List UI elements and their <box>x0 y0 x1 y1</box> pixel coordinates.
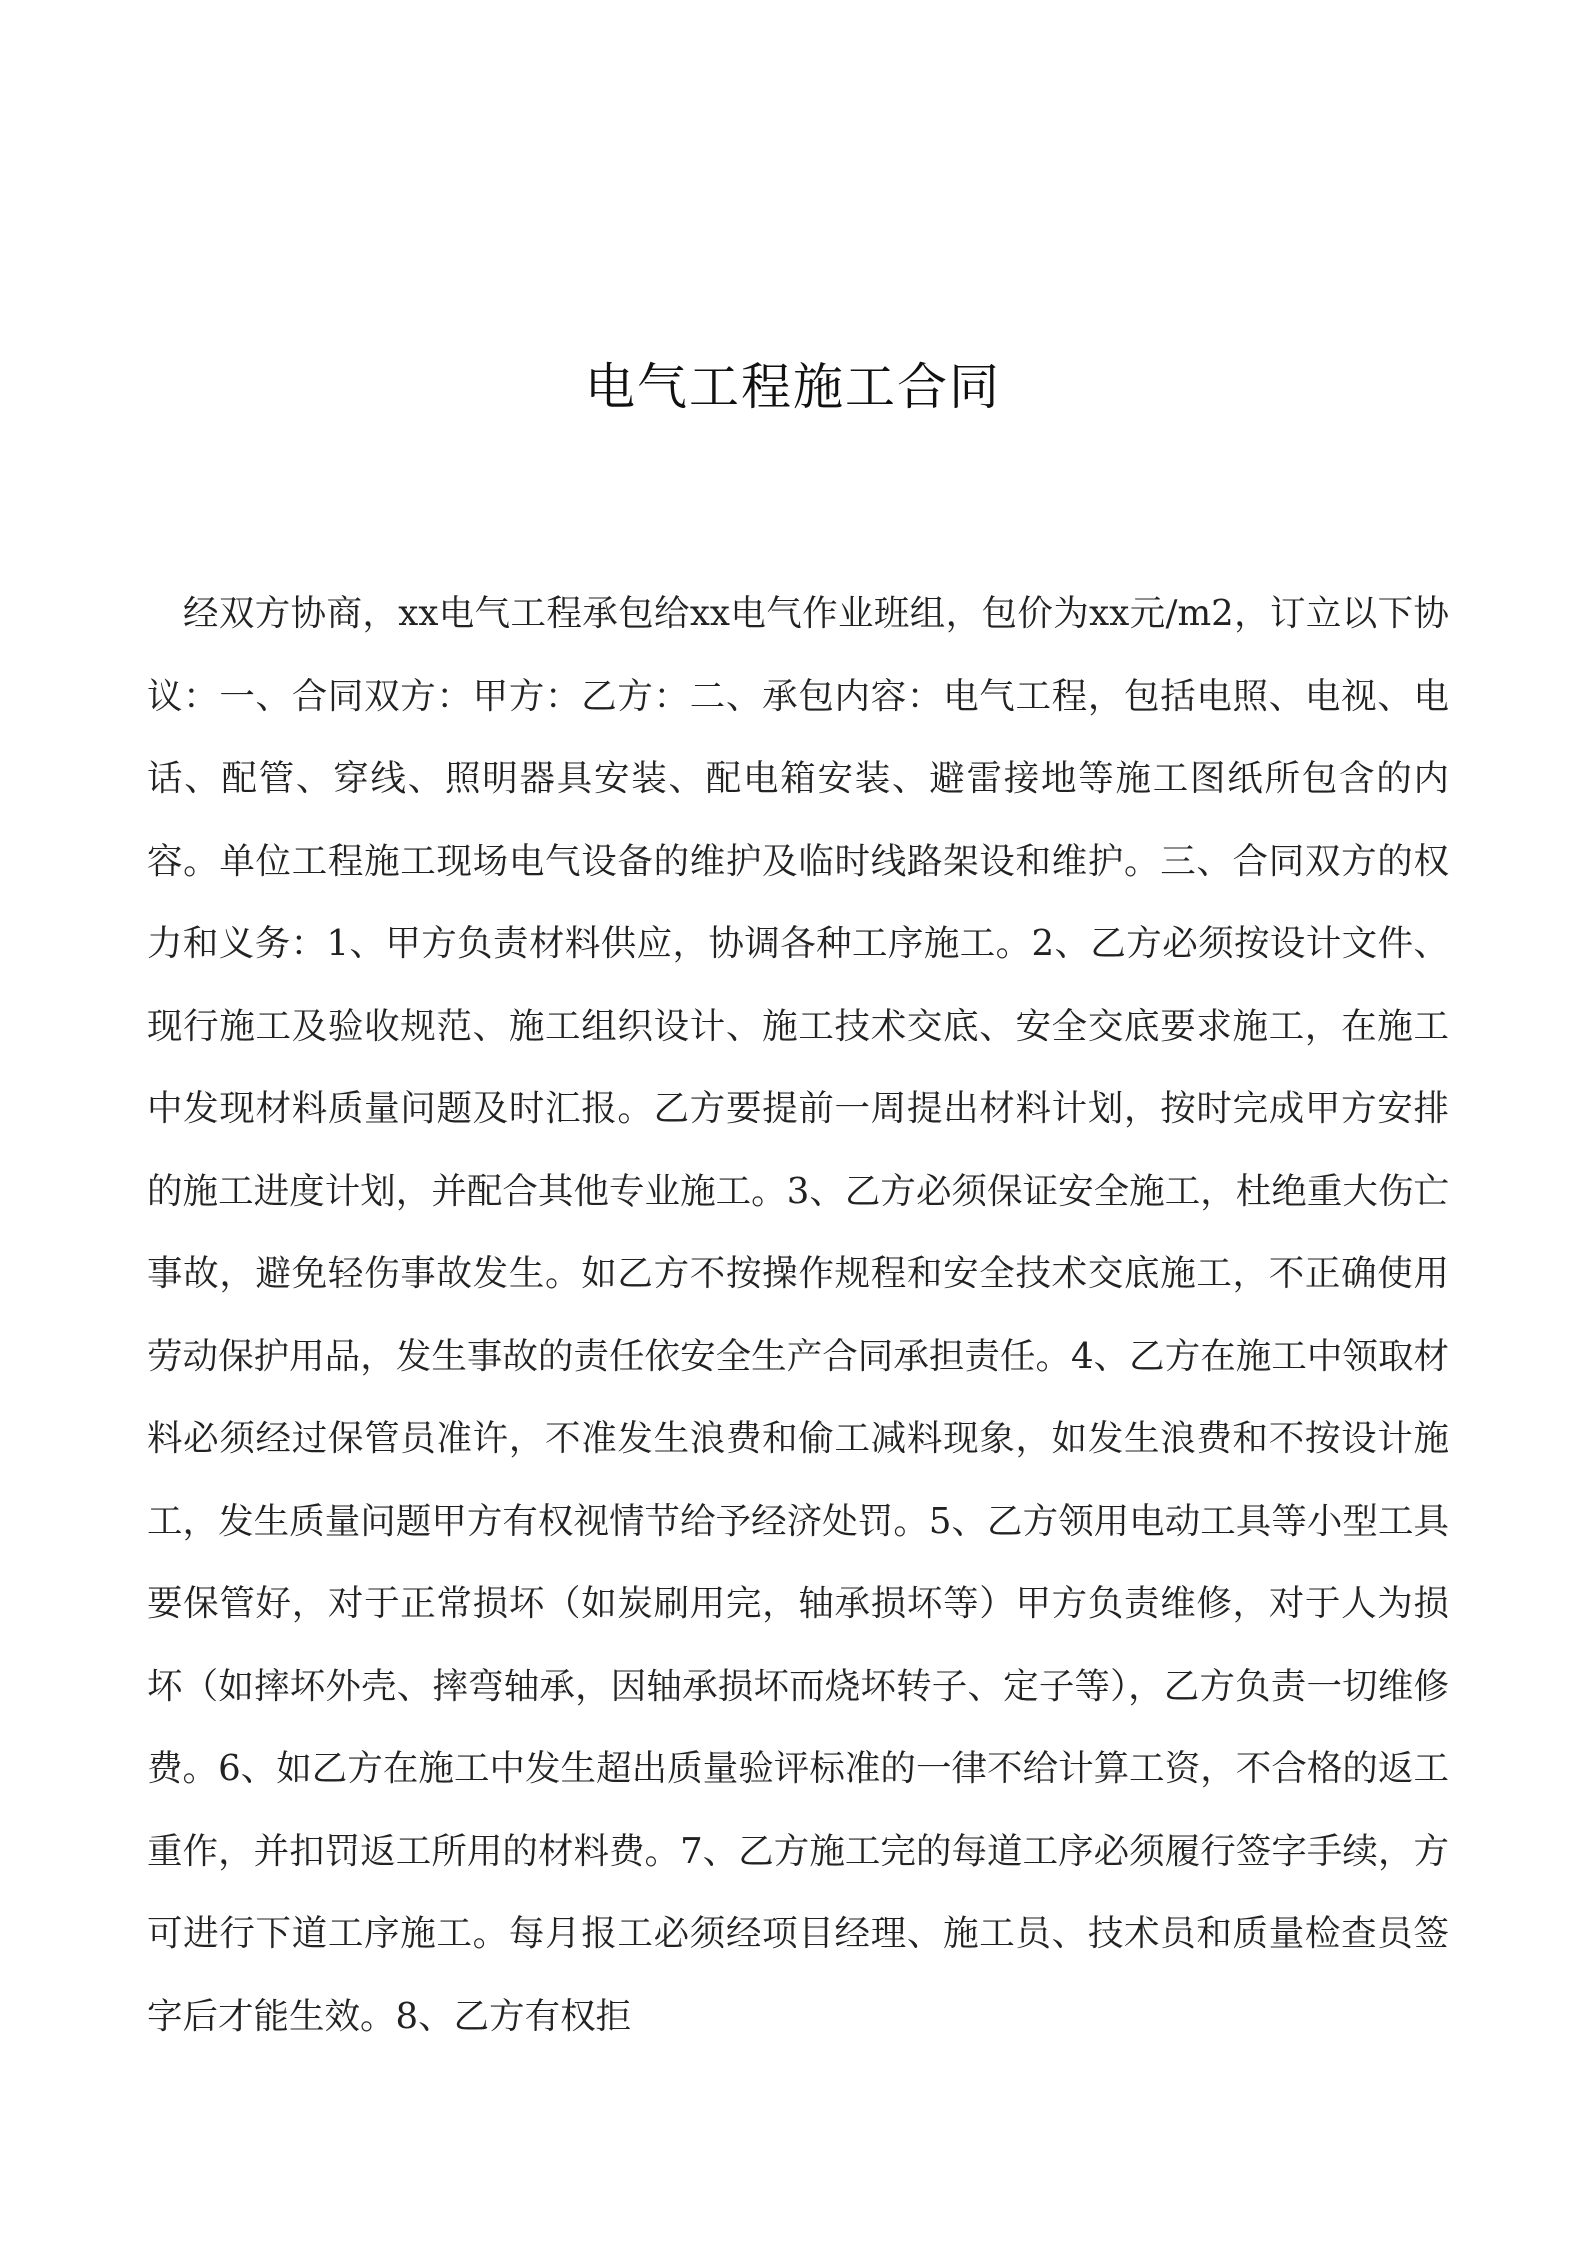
document-body-paragraph: 经双方协商，xx电气工程承包给xx电气作业班组，包价为xx元/m2，订立以下协议：一、合同双方：甲方：乙方：二、承包内容：电气工程，包括电照、电视、电话、配管、穿线、照明器具安装、配电箱安装、避雷接地等施工图纸所包含的内容。单位工程施工现场电气设备的维护及临时线路架设和维护。三、合同双方的权力和义务：1、甲方负责材料供应，协调各种工序施工。2、乙方必须按设计文件、现行施工及验收规范、施工组织设计、施工技术交底、安全交底要求施工，在施工中发现材料质量问题及时汇报。乙方要提前一周提出材料计划，按时完成甲方安排的施工进度计划，并配合其他专业施工。3、乙方必须保证安全施工，杜绝重大伤亡事故，避免轻伤事故发生。如乙方不按操作规程和安全技术交底施工，不正确使用劳动保护用品，发生事故的责任依安全生产合同承担责任。4、乙方在施工中领取材料必须经过保管员准许，不准发生浪费和偷工减料现象，如发生浪费和不按设计施工，发生质量问题甲方有权视情节给予经济处罚。5、乙方领用电动工具等小型工具要保管好，对于正常损坏（如炭刷用完，轴承损坏等）甲方负责维修，对于人为损坏（如摔坏外壳、摔弯轴承，因轴承损坏而烧坏转子、定子等），乙方负责一切维修费。6、如乙方在施工中发生超出质量验评标准的一律不给计算工资，不合格的返工重作，并扣罚返工所用的材料费。7、乙方施工完的每道工序必须履行签字手续，方可进行下道工序施工。每月报工必须经项目经理、施工员、技术员和质量检查员签字后才能生效。8、乙方有权拒 <box>147 593 1449 2037</box>
document-title: 电气工程施工合同 <box>585 357 1001 416</box>
